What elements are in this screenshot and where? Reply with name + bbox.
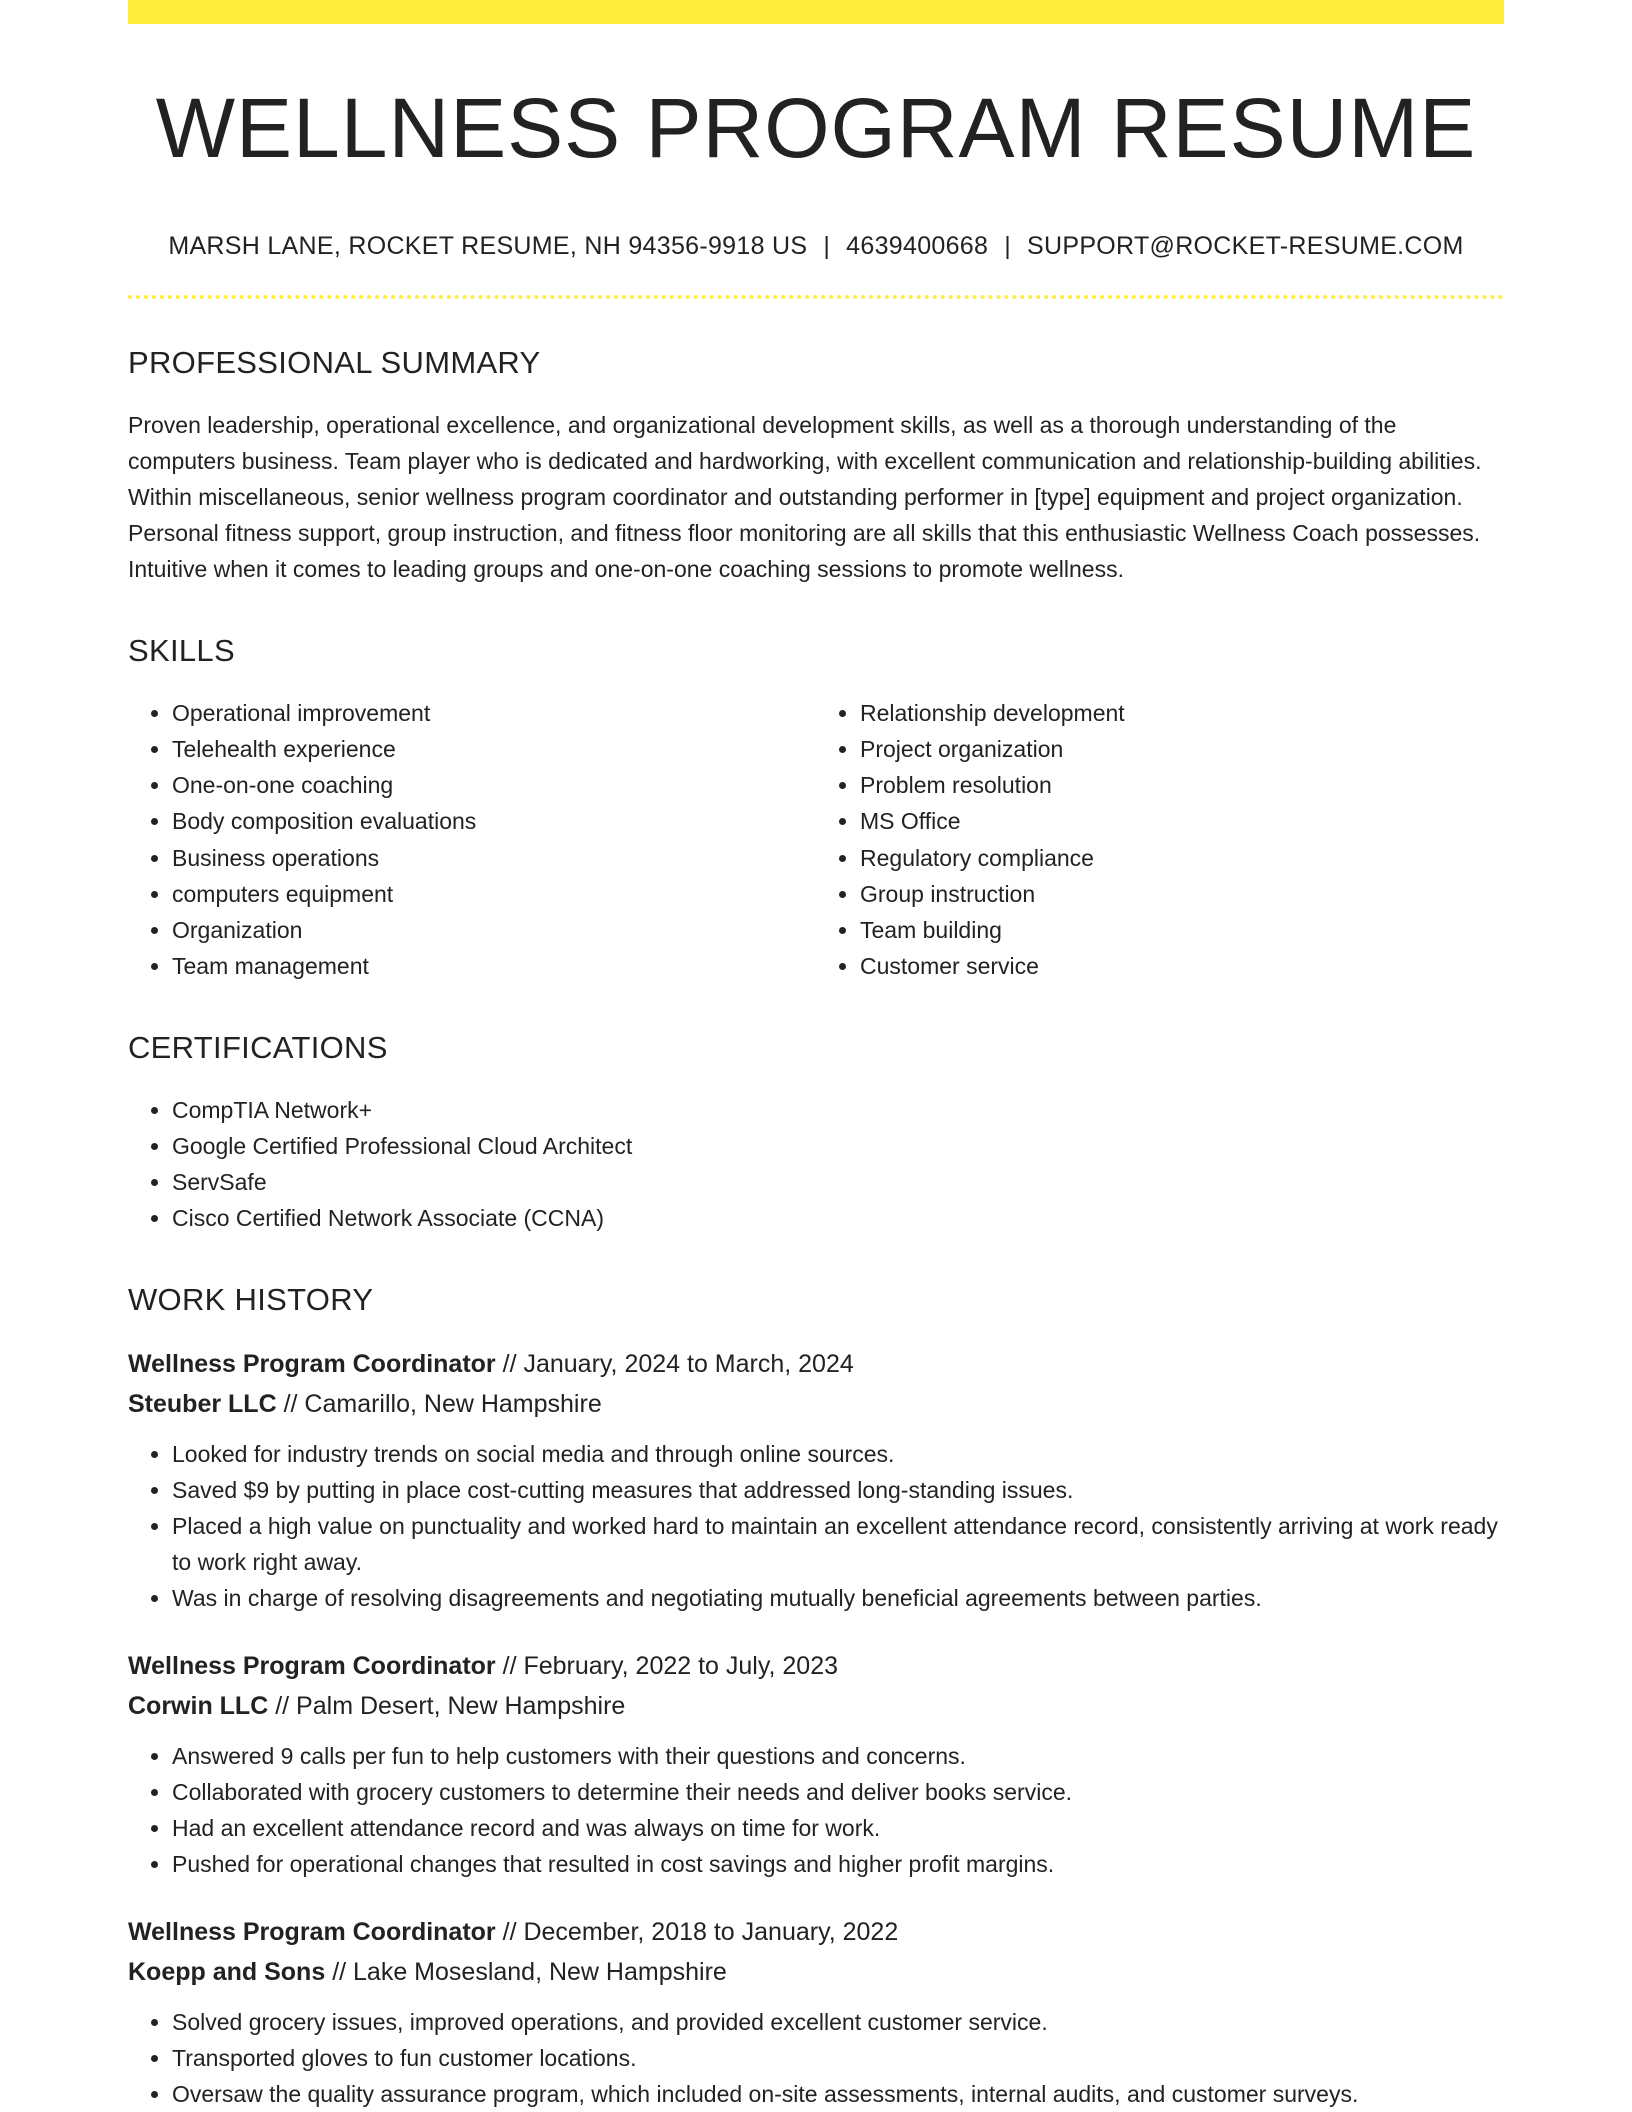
job-bullet: • Saved $9 by putting in place cost-cutting measures that addressed long-standing issues. (172, 1472, 1504, 1508)
job-entry (128, 1646, 1504, 1882)
job-dates: // December, 2018 to January, 2022 (502, 1918, 899, 1947)
skills-left-list (128, 695, 816, 984)
skill-item: • Group instruction (860, 876, 1504, 912)
skill-item: • Operational improvement (172, 695, 816, 731)
summary-heading: PROFESSIONAL SUMMARY (128, 345, 541, 381)
contact-phone: 4639400668 (846, 232, 989, 261)
skill-item: • Regulatory compliance (860, 840, 1504, 876)
skill-item: • Telehealth experience (172, 731, 816, 767)
job-title: Wellness Program Coordinator (128, 1918, 496, 1947)
job-dates: // February, 2022 to July, 2023 (502, 1652, 839, 1681)
skill-item: • Project organization (860, 731, 1504, 767)
skill-item: • Organization (172, 912, 816, 948)
job-company: Corwin LLC (128, 1692, 269, 1721)
job-title-line (128, 1912, 1504, 1952)
resume-content (128, 24, 1504, 2112)
job-bullet: • Answered 9 calls per fun to help customers with their questions and concerns. (172, 1738, 1504, 1774)
job-bullet: • Oversaw the quality assurance program, which included on-site assessments, internal audits, and customer surveys. (172, 2076, 1504, 2112)
job-bullets (128, 2004, 1504, 2112)
job-location: // Lake Mosesland, New Hampshire (332, 1958, 727, 1987)
skills-columns (128, 695, 1504, 984)
job-title-line (128, 1344, 1504, 1384)
job-bullet: • Solved grocery issues, improved operations, and provided excellent customer service. (172, 2004, 1504, 2040)
job-entry (128, 1344, 1504, 1616)
job-company: Steuber LLC (128, 1390, 277, 1419)
job-company: Koepp and Sons (128, 1958, 326, 1987)
skill-item: • Team building (860, 912, 1504, 948)
skill-item: • Business operations (172, 840, 816, 876)
job-entry (128, 1912, 1504, 2112)
skills-right-list (816, 695, 1504, 984)
job-bullets (128, 1738, 1504, 1882)
job-bullet: • Placed a high value on punctuality and worked hard to maintain an excellent attendance record, consistently arriving at work ready to work right away. (172, 1508, 1504, 1580)
job-bullet: • Was in charge of resolving disagreements and negotiating mutually beneficial agreements between parties. (172, 1580, 1504, 1616)
dotted-divider (128, 295, 1504, 299)
skill-item: • Relationship development (860, 695, 1504, 731)
contact-email: SUPPORT@ROCKET-RESUME.COM (1027, 232, 1464, 261)
job-bullets (128, 1436, 1504, 1616)
job-bullet: • Looked for industry trends on social media and through online sources. (172, 1436, 1504, 1472)
job-bullet: • Pushed for operational changes that resulted in cost savings and higher profit margins. (172, 1846, 1504, 1882)
certifications-list (128, 1092, 1504, 1236)
job-dates: // January, 2024 to March, 2024 (502, 1350, 854, 1379)
job-location: // Palm Desert, New Hampshire (275, 1692, 626, 1721)
job-bullet: • Collaborated with grocery customers to determine their needs and deliver books service. (172, 1774, 1504, 1810)
certification-item: • CompTIA Network+ (172, 1092, 1504, 1128)
skill-item: • One-on-one coaching (172, 767, 816, 803)
job-bullet: • Had an excellent attendance record and was always on time for work. (172, 1810, 1504, 1846)
job-company-line (128, 1686, 1504, 1726)
job-title: Wellness Program Coordinator (128, 1350, 496, 1379)
contact-line (128, 232, 1504, 261)
certification-item: • Google Certified Professional Cloud Architect (172, 1128, 1504, 1164)
skills-heading: SKILLS (128, 633, 235, 669)
job-title-line (128, 1646, 1504, 1686)
certifications-heading: CERTIFICATIONS (128, 1030, 388, 1066)
job-company-line (128, 1384, 1504, 1424)
certification-item: • Cisco Certified Network Associate (CCNA) (172, 1200, 1504, 1236)
top-accent-bar (128, 0, 1504, 24)
skill-item: • MS Office (860, 803, 1504, 839)
contact-separator: | (823, 232, 831, 261)
skill-item: • Body composition evaluations (172, 803, 816, 839)
job-company-line (128, 1952, 1504, 1992)
skill-item: • Customer service (860, 948, 1504, 984)
contact-address: MARSH LANE, ROCKET RESUME, NH 94356-9918 US (168, 232, 808, 261)
job-bullet: • Transported gloves to fun customer locations. (172, 2040, 1504, 2076)
job-location: // Camarillo, New Hampshire (283, 1390, 602, 1419)
skill-item: • Team management (172, 948, 816, 984)
contact-separator: | (1004, 232, 1012, 261)
job-title: Wellness Program Coordinator (128, 1652, 496, 1681)
work-history-heading: WORK HISTORY (128, 1282, 374, 1318)
skill-item: • computers equipment (172, 876, 816, 912)
certification-item: • ServSafe (172, 1164, 1504, 1200)
skill-item: • Problem resolution (860, 767, 1504, 803)
summary-text: Proven leadership, operational excellence, and organizational development skills, as well as a thorough understanding of the computers business. Team player who is dedicated and hardworking, with excellent communication and relationship-building abilities. Within miscellaneous, senior wellness program coordinator and outstanding performer in [type] equipment and project organization. Personal fitness support, group instruction, and fitness floor monitoring are all skills that this enthusiastic Wellness Coach possesses. Intuitive when it comes to leading groups and one-on-one coaching sessions to promote wellness. (128, 412, 1482, 583)
resume-title: WELLNESS PROGRAM RESUME (155, 81, 1477, 175)
